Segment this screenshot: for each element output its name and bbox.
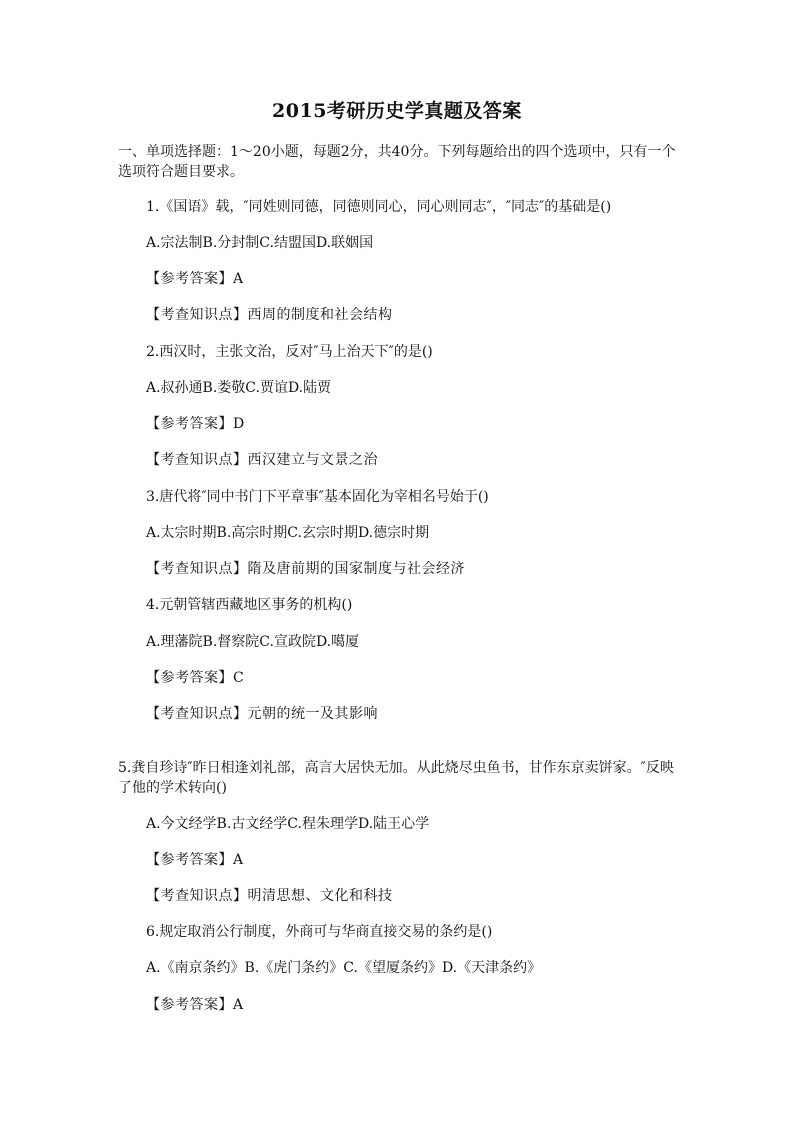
question-4: 4.元朝管辖西藏地区事务的机构() [146, 597, 353, 613]
answer-4: 【参考答案】C [146, 670, 245, 686]
options-4: A.理藩院B.督察院C.宣政院D.噶厦 [146, 634, 360, 650]
section-intro: 一、单项选择题：1～20小题，每题2分，共40分。下列每题给出的四个选项中，只有一个选项符合题目要求。 [118, 144, 676, 180]
knowledge-point-3: 【考查知识点】隋及唐前期的国家制度与社会经济 [146, 561, 465, 577]
options-1: A.宗法制B.分封制C.结盟国D.联姻国 [146, 235, 374, 251]
answer-1: 【参考答案】A [146, 271, 244, 287]
options-2: A.叔孙通B.娄敬C.贾谊D.陆贾 [146, 380, 332, 396]
options-5: A.今文经学B.古文经学C.程朱理学D.陆王心学 [146, 816, 430, 832]
question-3: 3.唐代将″同中书门下平章事″基本固化为宰相名号始于() [146, 489, 489, 505]
answer-2: 【参考答案】D [146, 416, 245, 432]
knowledge-point-1: 【考查知识点】西周的制度和社会结构 [146, 307, 393, 323]
knowledge-point-5: 【考查知识点】明清思想、文化和科技 [146, 888, 393, 904]
options-6: A.《南京条约》B.《虎门条约》C.《望厦条约》D.《天津条约》 [146, 960, 542, 976]
question-6: 6.规定取消公行制度，外商可与华商直接交易的条约是() [146, 924, 493, 940]
question-1: 1.《国语》载，″同姓则同德，同德则同心，同心则同志″，″同志″的基础是() [146, 199, 612, 215]
document-title: 2015考研历史学真题及答案 [272, 100, 522, 122]
question-5: 5.龚自珍诗″昨日相逢刘礼部，高言大居快无加。从此烧尽虫鱼书，甘作东京卖饼家。″反映了他的学术转向() [118, 760, 674, 796]
answer-5: 【参考答案】A [146, 852, 244, 868]
knowledge-point-4: 【考查知识点】元朝的统一及其影响 [146, 706, 378, 722]
options-3: A.太宗时期B.高宗时期C.玄宗时期D.德宗时期 [146, 525, 430, 541]
question-2: 2.西汉时，主张文治，反对″马上治天下″的是() [146, 344, 433, 360]
knowledge-point-2: 【考查知识点】西汉建立与文景之治 [146, 452, 378, 468]
answer-6: 【参考答案】A [146, 997, 244, 1013]
